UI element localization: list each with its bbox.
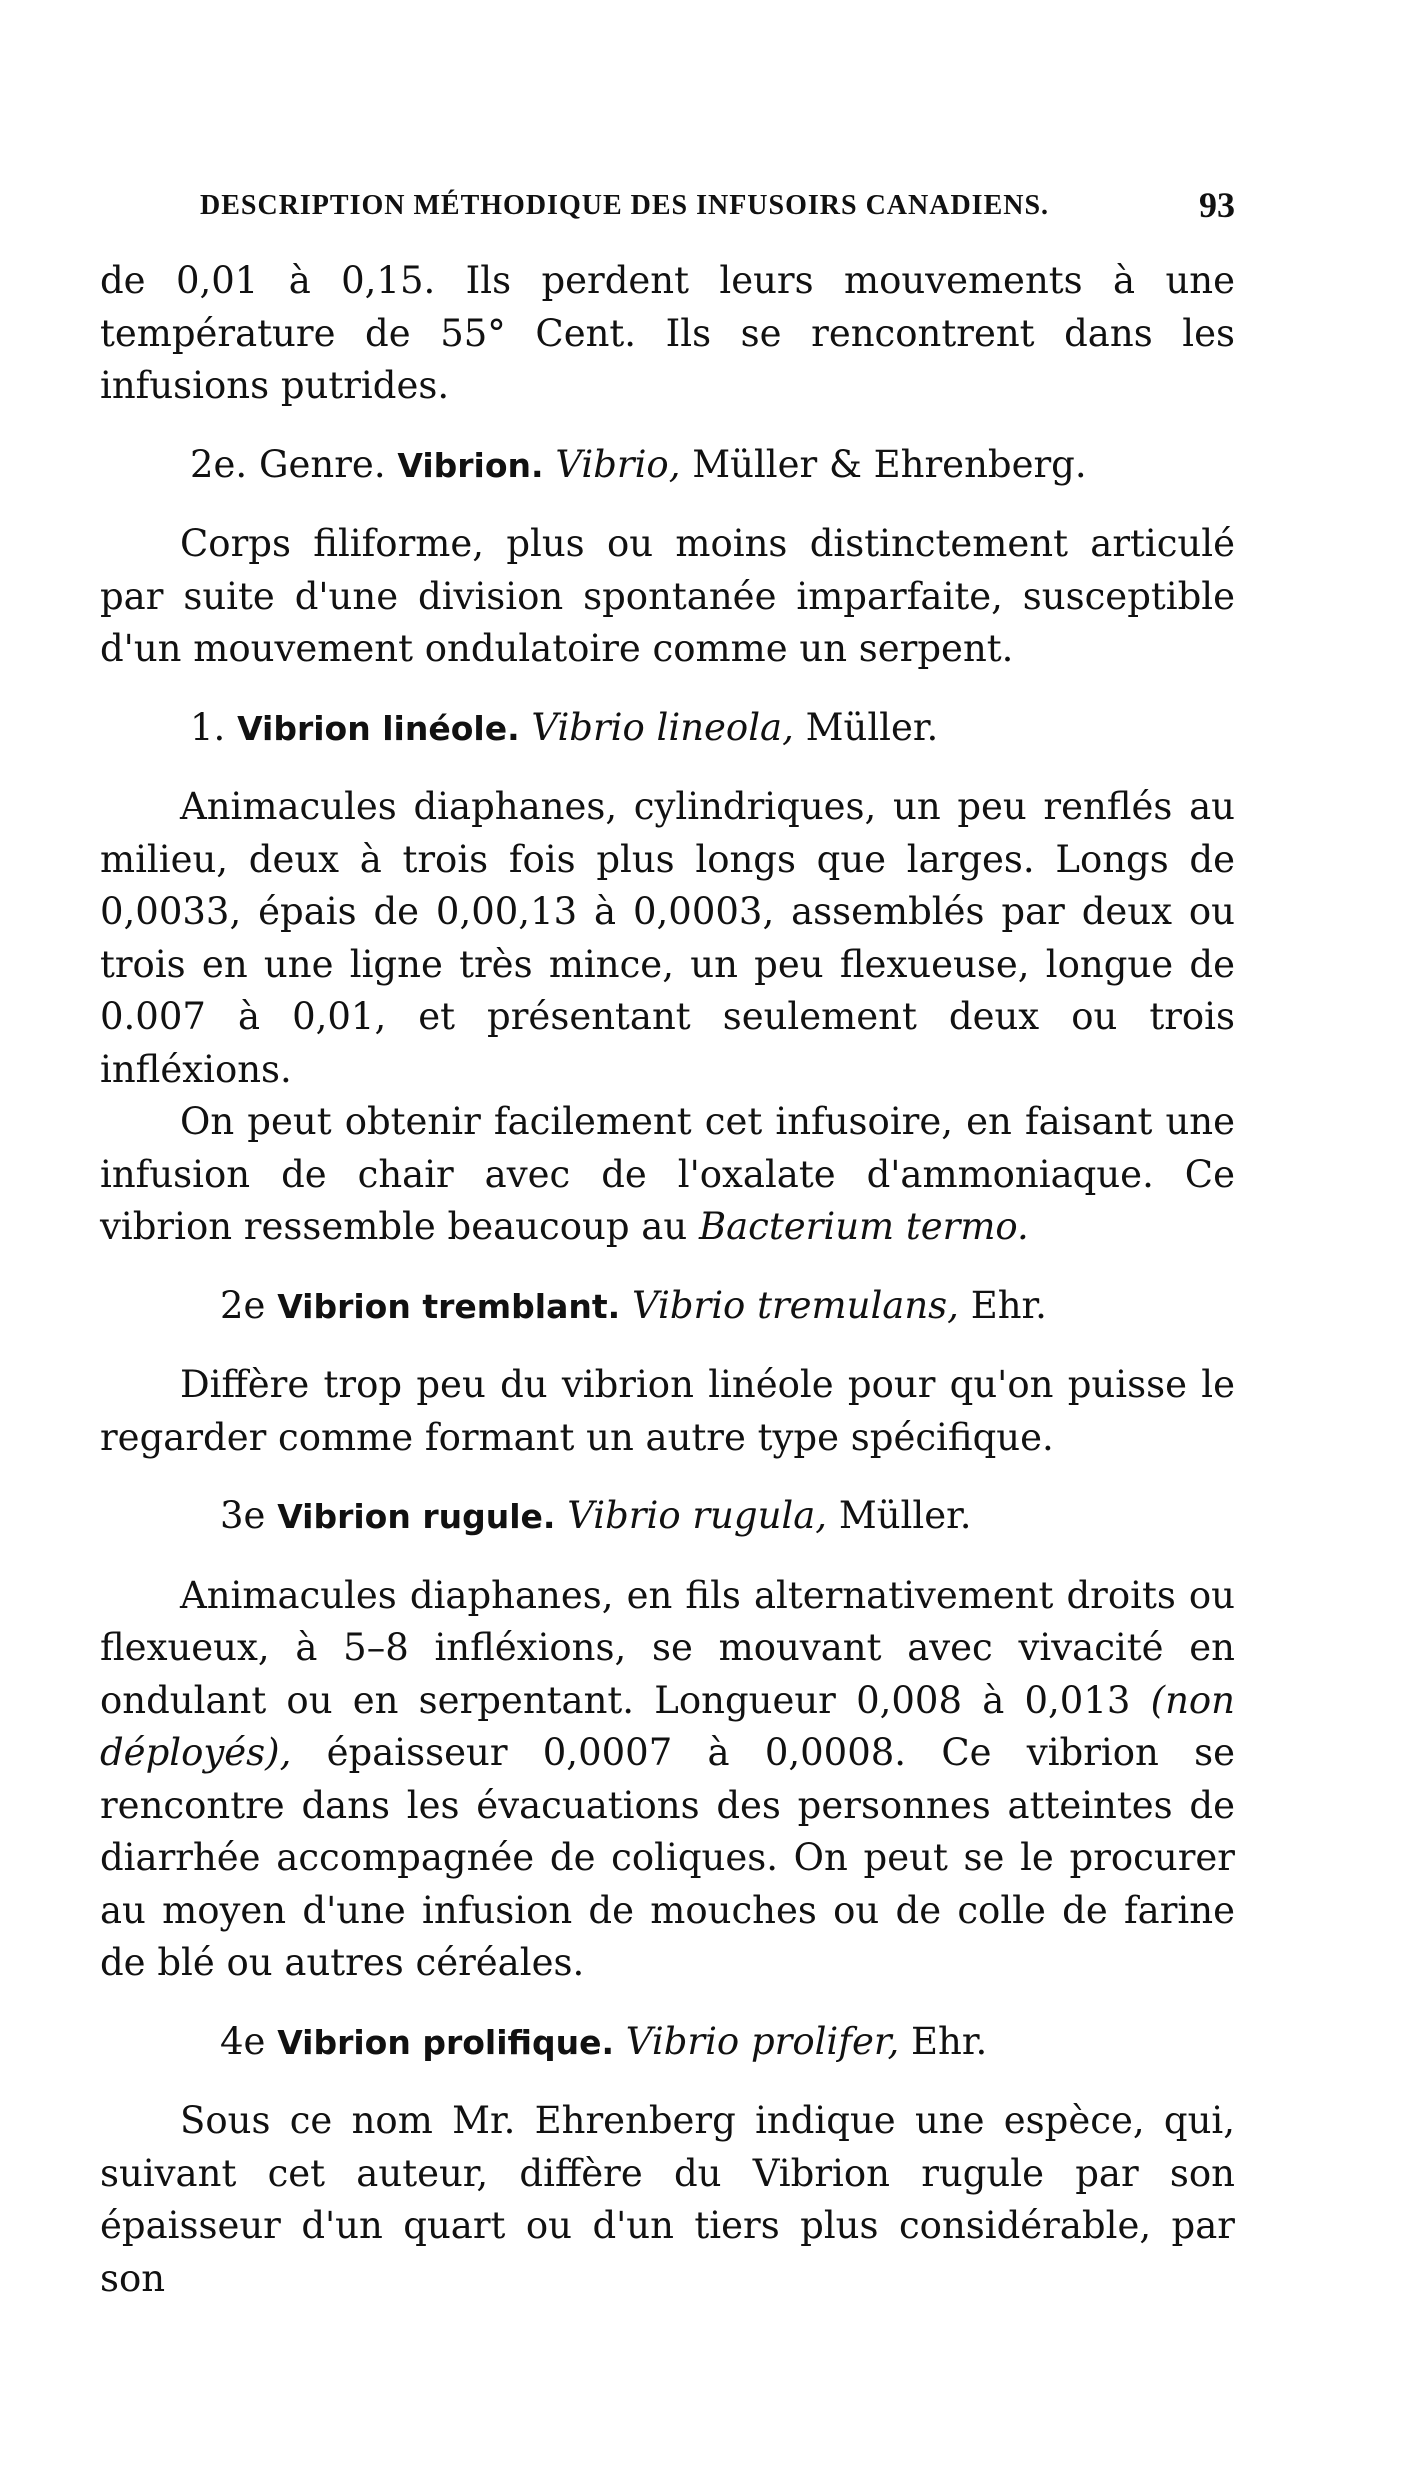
genus-name: Vibrion. — [397, 445, 544, 485]
species-1-heading — [100, 702, 1235, 756]
species-2-number: 2e — [220, 1283, 266, 1327]
species-2-latin-name: Vibrio tremulans, — [631, 1283, 959, 1327]
page-body — [100, 255, 1235, 2305]
species-4-heading — [100, 2016, 1235, 2070]
running-header — [200, 185, 1235, 230]
page-number: 93 — [1199, 185, 1235, 225]
species-3-heading — [100, 1490, 1235, 1544]
species-2-description: Diffère trop peu du vibrion linéole pour qu'on puisse le regarder comme formant un autre type spécifique. — [100, 1363, 1235, 1459]
species-4-description: Sous ce nom Mr. Ehrenberg indique une espèce, qui, suivant cet auteur, diffère du Vibrion rugule par son épaisseur d'un quart ou d'un tiers plus considérable, par son — [100, 2099, 1235, 2300]
species-1-description: Animacules diaphanes, cylindriques, un peu renflés au milieu, deux à trois fois plus longs que larges. Longs de 0,0033, épais de 0,00,13 à 0,0003, assemblés par deux ou trois en une ligne très mince, un peu flexueuse, longue de 0.007 à 0,01, et présentant seulement deux ou trois infléxions. — [100, 785, 1235, 1091]
genus-latin-name: Vibrio, — [555, 442, 681, 486]
genus-heading — [100, 439, 1235, 493]
species-3-author: Müller. — [838, 1494, 972, 1537]
non-deployes-italic: (non déployés), — [100, 1678, 1236, 1774]
species-2-heading — [100, 1280, 1235, 1334]
species-4-latin-name: Vibrio prolifer, — [625, 2019, 900, 2063]
species-3-name: Vibrion rugule. — [277, 1497, 556, 1536]
genus-description: Corps filiforme, plus ou moins distinctement articulé par suite d'une division spontanée imparfaite, susceptible d'un mouvement ondulatoire comme un serpent. — [100, 522, 1235, 670]
species-3-latin-name: Vibrio rugula, — [567, 1494, 828, 1537]
species-4-name: Vibrion prolifique. — [277, 2022, 615, 2062]
species-1-note: On peut obtenir facilement cet infusoire, en faisant une infusion de chair avec de l'oxalate d'ammoniaque. Ce vibrion ressemble beaucoup au Bacterium termo. — [100, 1100, 1235, 1248]
species-1-author: Müller. — [805, 705, 939, 749]
bacterium-termo-italic: Bacterium termo. — [698, 1205, 1029, 1248]
species-1-name: Vibrion linéole. — [237, 708, 520, 748]
genus-number: 2e. Genre. — [190, 442, 386, 486]
genus-authors: Müller & Ehrenberg. — [692, 442, 1087, 486]
species-3-description: Animacules diaphanes, en fils alternativement droits ou flexueux, à 5–8 infléxions, se mouvant avec vivacité en ondulant ou en serpentant. Longueur 0,008 à 0,013 (non déployés), épaisseur 0,0007 à 0,0008. Ce vibrion se rencontre dans les évacuations des personnes atteintes de diarrhée accompagnée de coliques. On peut se le procurer au moyen d'une infusion de mouches ou de colle de farine de blé ou autres céréales. — [100, 1573, 1236, 1984]
species-1-number: 1. — [190, 705, 226, 749]
species-1-latin-name: Vibrio lineola, — [531, 705, 794, 749]
species-4-number: 4e — [220, 2019, 266, 2063]
species-2-name: Vibrion tremblant. — [277, 1286, 621, 1326]
running-title: DESCRIPTION MÉTHODIQUE DES INFUSOIRS CANADIENS. — [200, 190, 1050, 221]
intro-paragraph: de 0,01 à 0,15. Ils perdent leurs mouvements à une température de 55° Cent. Ils se rencontrent dans les infusions putrides. — [100, 259, 1235, 407]
species-4-author: Ehr. — [911, 2019, 988, 2063]
species-2-author: Ehr. — [970, 1283, 1047, 1327]
species-3-number: 3e — [220, 1494, 266, 1537]
